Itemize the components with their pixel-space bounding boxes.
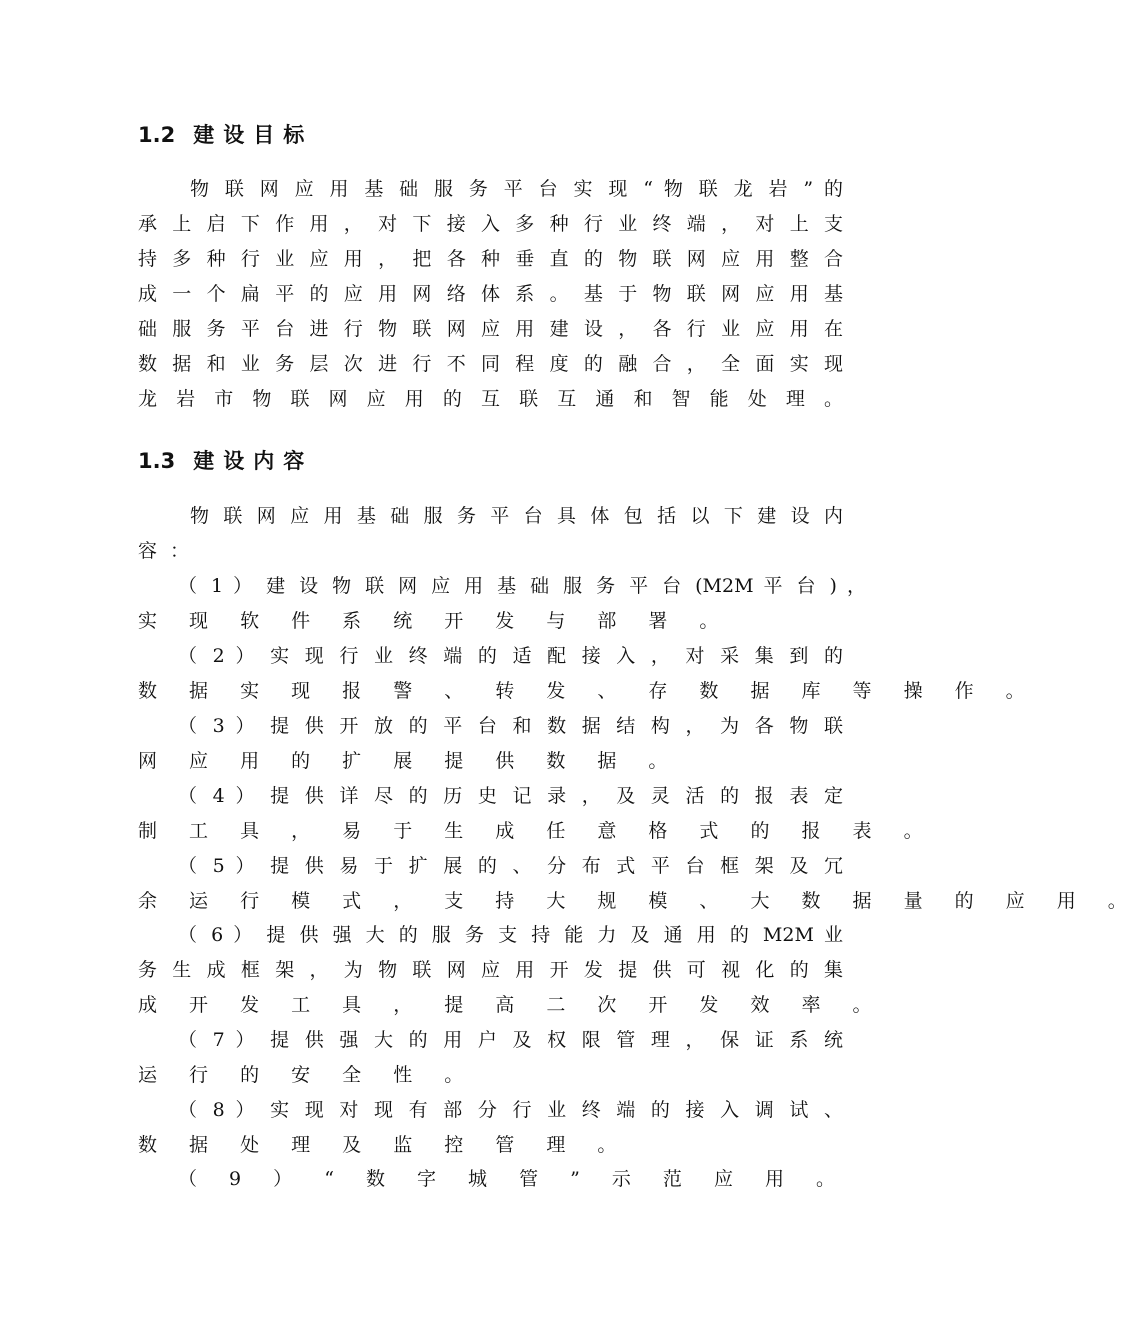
paragraph-line: 成 一 个 扁 平 的 应 用 网 络 体 系 。 基 于 物 联 网 应 用 基 — [138, 283, 843, 305]
list-item-line: 余 运 行 模 式 ， 支 持 大 规 模 、 大 数 据 量 的 应 用 。 — [138, 890, 1140, 912]
paragraph-line: 础 服 务 平 台 进 行 物 联 网 应 用 建 设 ， 各 行 业 应 用 在 — [138, 318, 843, 340]
paragraph-line: 物 联 网 应 用 基 础 服 务 平 台 实 现 “ 物 联 龙 岩 ” 的 — [190, 178, 843, 200]
section-title: 建设内容 — [193, 449, 314, 473]
list-item-line: 数 据 处 理 及 监 控 管 理 。 — [138, 1134, 630, 1156]
list-item-line: （ 1 ） 建 设 物 联 网 应 用 基 础 服 务 平 台 (M2M 平 台 ) ， — [178, 575, 866, 597]
section-number: 1.3 — [138, 449, 176, 473]
list-item-line: 制 工 具 ， 易 于 生 成 任 意 格 式 的 报 表 。 — [138, 820, 936, 842]
paragraph-line: 承 上 启 下 作 用 ， 对 下 接 入 多 种 行 业 终 端 ， 对 上 支 — [138, 213, 843, 235]
list-item-line: （ 5 ） 提 供 易 于 扩 展 的 、 分 布 式 平 台 框 架 及 冗 — [178, 855, 843, 877]
intro-line: 容： — [138, 540, 203, 562]
list-item-line: （ 6 ） 提 供 强 大 的 服 务 支 持 能 力 及 通 用 的 M2M 业 — [178, 924, 843, 946]
intro-line: 物 联 网 应 用 基 础 服 务 平 台 具 体 包 括 以 下 建 设 内 — [190, 505, 843, 527]
section-heading-1-2 — [138, 120, 313, 150]
paragraph-line: 龙 岩 市 物 联 网 应 用 的 互 联 互 通 和 智 能 处 理 。 — [138, 388, 843, 410]
section-title: 建设目标 — [193, 123, 314, 147]
section-number: 1.2 — [138, 123, 176, 147]
list-item-line: （ 2 ） 实 现 行 业 终 端 的 适 配 接 入 ， 对 采 集 到 的 — [178, 645, 843, 667]
list-item-line: 数 据 实 现 报 警 、 转 发 、 存 数 据 库 等 操 作 。 — [138, 680, 1038, 702]
list-item-line: 网 应 用 的 扩 展 提 供 数 据 。 — [138, 750, 681, 772]
list-item-line: 务 生 成 框 架 ， 为 物 联 网 应 用 开 发 提 供 可 视 化 的 集 — [138, 959, 843, 981]
paragraph-line: 持 多 种 行 业 应 用 ， 把 各 种 垂 直 的 物 联 网 应 用 整 合 — [138, 248, 843, 270]
list-item-line: 实 现 软 件 系 统 开 发 与 部 署 。 — [138, 610, 732, 632]
list-item-line: （ 3 ） 提 供 开 放 的 平 台 和 数 据 结 构 ， 为 各 物 联 — [178, 715, 843, 737]
section-heading-1-3 — [138, 446, 313, 476]
paragraph-line: 数 据 和 业 务 层 次 进 行 不 同 程 度 的 融 合 ， 全 面 实 现 — [138, 353, 843, 375]
list-item-line: （ 4 ） 提 供 详 尽 的 历 史 记 录 ， 及 灵 活 的 报 表 定 — [178, 785, 843, 807]
list-item-line: （ 7 ） 提 供 强 大 的 用 户 及 权 限 管 理 ， 保 证 系 统 — [178, 1029, 843, 1051]
list-item-line: 成 开 发 工 具 ， 提 高 二 次 开 发 效 率 。 — [138, 994, 885, 1016]
list-item-line: 运 行 的 安 全 性 。 — [138, 1064, 477, 1086]
list-item-line: （ 8 ） 实 现 对 现 有 部 分 行 业 终 端 的 接 入 调 试 、 — [178, 1099, 843, 1121]
list-item-line: （ 9 ） “ 数 字 城 管 ” 示 范 应 用 。 — [178, 1168, 849, 1190]
